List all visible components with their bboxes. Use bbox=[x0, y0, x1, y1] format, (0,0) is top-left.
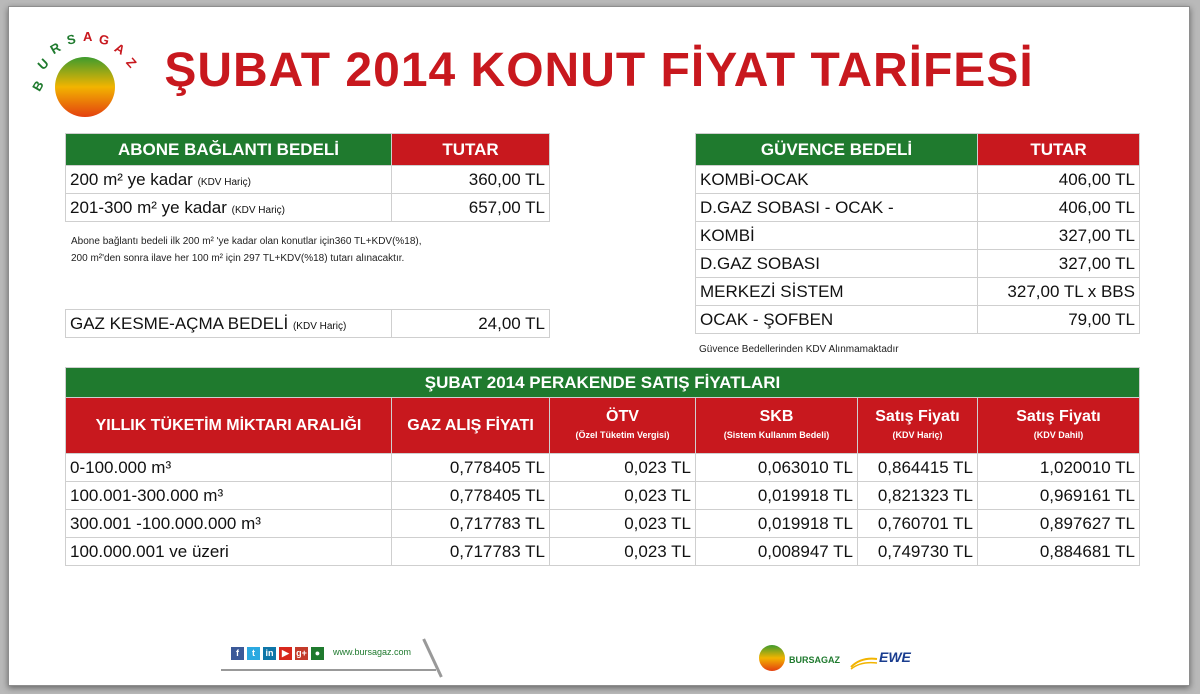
footer-divider bbox=[221, 669, 436, 671]
gaz-kesme-amount: 24,00 TL bbox=[392, 310, 550, 338]
table-cell: 0,884681 TL bbox=[978, 538, 1140, 566]
svg-text:B: B bbox=[29, 78, 47, 94]
column-header: ÖTV (Özel Tüketim Vergisi) bbox=[550, 398, 696, 454]
guvence-row-amount: 327,00 TL bbox=[978, 222, 1140, 250]
abone-row-amount: 360,00 TL bbox=[392, 166, 550, 194]
bursagaz-small-logo bbox=[757, 643, 787, 673]
guvence-header-label: GÜVENCE BEDELİ bbox=[696, 134, 978, 166]
column-header: GAZ ALIŞ FİYATI bbox=[392, 398, 550, 454]
web-icon: ● bbox=[311, 647, 324, 660]
guvence-row-amount: 79,00 TL bbox=[978, 306, 1140, 334]
svg-text:U: U bbox=[34, 55, 52, 73]
table-cell: 0,717783 TL bbox=[392, 510, 550, 538]
guvence-row-label: D.GAZ SOBASI - OCAK - bbox=[696, 194, 978, 222]
gaz-kesme-table bbox=[65, 309, 550, 338]
guvence-table bbox=[695, 133, 1140, 334]
perakende-header-row bbox=[66, 398, 1140, 454]
abone-row-label: 200 m² ye kadar (KDV Hariç) bbox=[66, 166, 392, 194]
table-cell: 0,864415 TL bbox=[858, 454, 978, 482]
twitter-icon[interactable]: t bbox=[247, 647, 260, 660]
youtube-icon[interactable]: ▶ bbox=[279, 647, 292, 660]
svg-text:R: R bbox=[47, 39, 64, 58]
table-row bbox=[66, 482, 1140, 510]
abone-header-label: ABONE BAĞLANTI BEDELİ bbox=[66, 134, 392, 166]
guvence-row-label: KOMBİ-OCAK bbox=[696, 166, 978, 194]
guvence-row-label: OCAK - ŞOFBEN bbox=[696, 306, 978, 334]
svg-text:S: S bbox=[65, 31, 78, 48]
guvence-row-amount: 327,00 TL x BBS bbox=[978, 278, 1140, 306]
social-icons bbox=[231, 647, 324, 660]
ewe-logo: EWE bbox=[879, 649, 911, 665]
guvence-note: Güvence Bedellerinden KDV Alınmamaktadır bbox=[699, 344, 899, 355]
table-cell: 0,749730 TL bbox=[858, 538, 978, 566]
abone-row bbox=[66, 166, 550, 194]
table-cell: 0,008947 TL bbox=[696, 538, 858, 566]
guvence-row bbox=[696, 222, 1140, 250]
table-cell: 0,023 TL bbox=[550, 538, 696, 566]
abone-header-row bbox=[66, 134, 550, 166]
column-header: SKB (Sistem Kullanım Bedeli) bbox=[696, 398, 858, 454]
guvence-row-label: KOMBİ bbox=[696, 222, 978, 250]
website-link[interactable]: www.bursagaz.com bbox=[333, 647, 412, 657]
table-cell: 0,023 TL bbox=[550, 510, 696, 538]
svg-text:A: A bbox=[112, 40, 128, 58]
svg-text:A: A bbox=[83, 29, 93, 44]
abone-note: Abone bağlantı bedeli ilk 200 m² 'ye kadar olan konutlar için360 TL+KDV(%18), 200 m²'den sonra ilave her 100 m² için 297 TL+KDV(%18) tutarı alınacaktır. bbox=[71, 236, 422, 264]
abone-row bbox=[66, 194, 550, 222]
footer-slash bbox=[422, 638, 442, 677]
guvence-row-amount: 327,00 TL bbox=[978, 250, 1140, 278]
abone-table bbox=[65, 133, 550, 222]
perakende-title-row bbox=[66, 368, 1140, 398]
facebook-icon[interactable]: f bbox=[231, 647, 244, 660]
guvence-row-label: MERKEZİ SİSTEM bbox=[696, 278, 978, 306]
table-cell: 0,023 TL bbox=[550, 454, 696, 482]
table-cell: 0,897627 TL bbox=[978, 510, 1140, 538]
table-cell: 0,019918 TL bbox=[696, 482, 858, 510]
guvence-row bbox=[696, 278, 1140, 306]
column-header: Satış Fiyatı (KDV Hariç) bbox=[858, 398, 978, 454]
perakende-table bbox=[65, 367, 1140, 566]
table-cell: 0,778405 TL bbox=[392, 482, 550, 510]
perakende-title: ŞUBAT 2014 PERAKENDE SATIŞ FİYATLARI bbox=[66, 368, 1140, 398]
ewe-swoosh-icon bbox=[849, 655, 879, 671]
abone-row-amount: 657,00 TL bbox=[392, 194, 550, 222]
googleplus-icon[interactable]: g+ bbox=[296, 648, 307, 658]
table-cell: 0,063010 TL bbox=[696, 454, 858, 482]
table-row bbox=[66, 454, 1140, 482]
svg-text:Z: Z bbox=[123, 54, 140, 71]
gaz-kesme-row bbox=[66, 310, 550, 338]
tariff-slide bbox=[8, 6, 1190, 686]
table-cell: 0,778405 TL bbox=[392, 454, 550, 482]
table-cell: 0-100.000 m³ bbox=[66, 454, 392, 482]
table-cell: 0,821323 TL bbox=[858, 482, 978, 510]
table-cell: 0,023 TL bbox=[550, 482, 696, 510]
guvence-row bbox=[696, 194, 1140, 222]
guvence-header-amount: TUTAR bbox=[978, 134, 1140, 166]
guvence-header-row bbox=[696, 134, 1140, 166]
guvence-row-label: D.GAZ SOBASI bbox=[696, 250, 978, 278]
guvence-row-amount: 406,00 TL bbox=[978, 166, 1140, 194]
column-header: YILLIK TÜKETİM MİKTARI ARALIĞI bbox=[66, 398, 392, 454]
table-cell: 1,020010 TL bbox=[978, 454, 1140, 482]
svg-text:G: G bbox=[97, 31, 111, 49]
linkedin-icon[interactable]: in bbox=[263, 647, 276, 660]
page-title: ŞUBAT 2014 KONUT FİYAT TARİFESİ bbox=[164, 44, 1034, 97]
guvence-row-amount: 406,00 TL bbox=[978, 194, 1140, 222]
column-header: Satış Fiyatı (KDV Dahil) bbox=[978, 398, 1140, 454]
table-cell: 0,969161 TL bbox=[978, 482, 1140, 510]
table-row bbox=[66, 538, 1140, 566]
footer-left bbox=[221, 633, 451, 675]
table-cell: 0,019918 TL bbox=[696, 510, 858, 538]
guvence-row bbox=[696, 306, 1140, 334]
table-cell: 100.001-300.000 m³ bbox=[66, 482, 392, 510]
table-cell: 0,717783 TL bbox=[392, 538, 550, 566]
table-cell: 100.000.001 ve üzeri bbox=[66, 538, 392, 566]
table-row bbox=[66, 510, 1140, 538]
brand-name: BURSAGAZ bbox=[789, 655, 840, 665]
guvence-row bbox=[696, 250, 1140, 278]
table-cell: 300.001 -100.000.000 m³ bbox=[66, 510, 392, 538]
footer-brands bbox=[757, 643, 927, 679]
abone-header-amount: TUTAR bbox=[392, 134, 550, 166]
table-cell: 0,760701 TL bbox=[858, 510, 978, 538]
gaz-kesme-label: GAZ KESME-AÇMA BEDELİ (KDV Hariç) bbox=[66, 310, 392, 338]
guvence-row bbox=[696, 166, 1140, 194]
abone-row-label: 201-300 m² ye kadar (KDV Hariç) bbox=[66, 194, 392, 222]
